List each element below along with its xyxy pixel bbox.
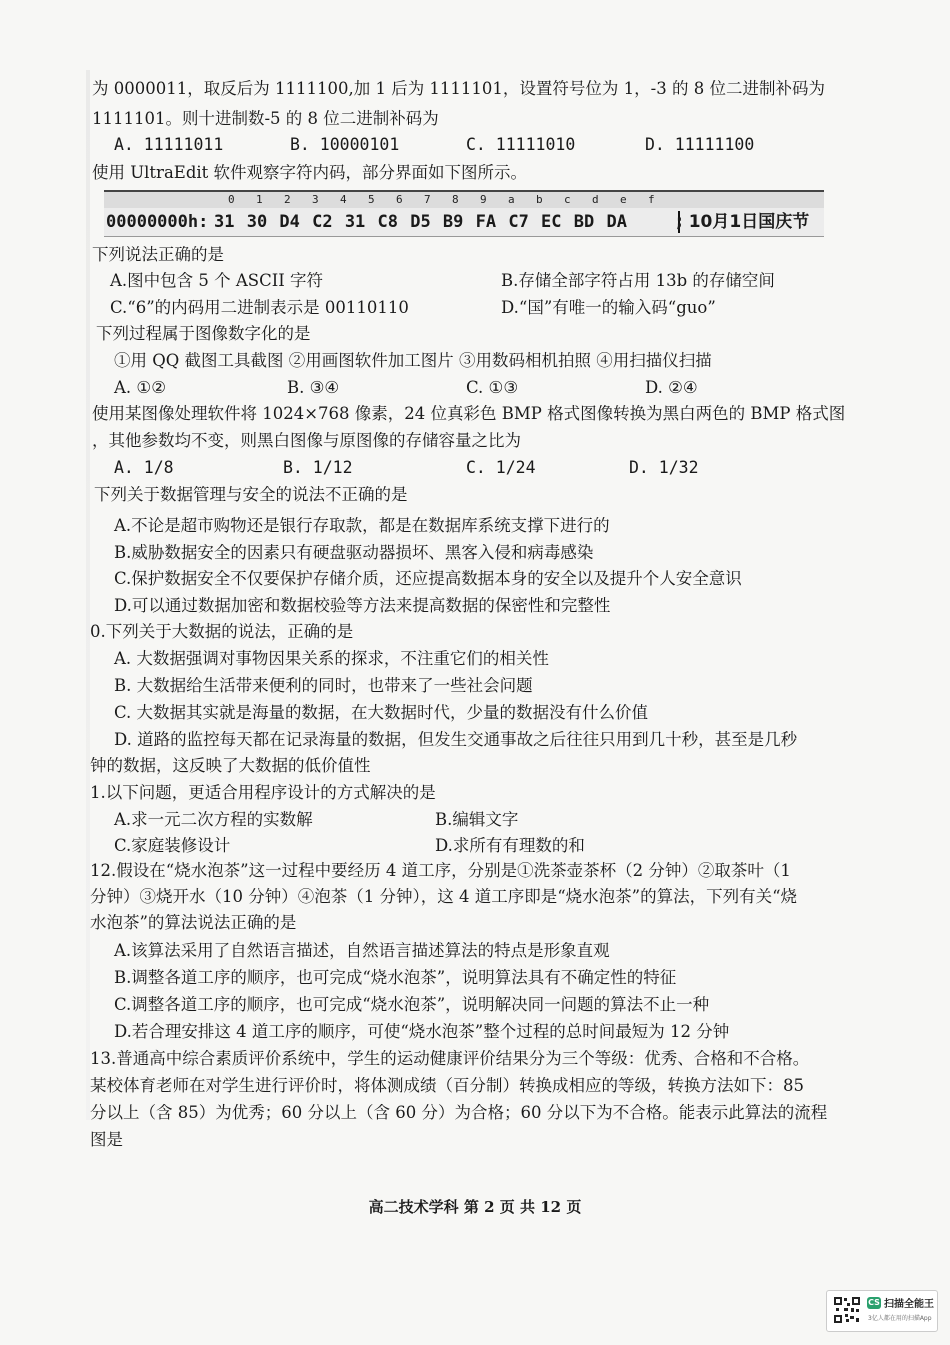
q8-option-c: C. 1/24 — [466, 458, 536, 477]
hex-ruler-label: a — [508, 193, 515, 206]
q11-stem: 1.以下问题，更适合用程序设计的方式解决的是 — [90, 783, 436, 802]
q6-ask: 下列说法正确的是 — [92, 245, 224, 264]
q7-option-a: A. ①② — [114, 378, 166, 397]
q5-stem-line1: 为 0000011，取反后为 1111100,加 1 后为 1111101，设置符号位为 1，-3 的 8 位二进制补码为 — [92, 79, 825, 98]
hex-data-row — [104, 208, 824, 237]
q8-option-d: D. 1/32 — [629, 458, 699, 477]
hex-address: 00000000h: — [106, 212, 209, 232]
hex-ruler-label: 2 — [284, 193, 291, 206]
q6-option-a: A.图中包含 5 个 ASCII 字符 — [110, 271, 324, 290]
hex-ruler-label: 5 — [368, 193, 375, 206]
q9-option-a: A.不论是超市购物还是银行存取款，都是在数据库系统支撑下进行的 — [114, 516, 610, 535]
q12-stem-line2: 分钟）③烧开水（10 分钟）④泡茶（1 分钟），这 4 道工序即是“烧水泡茶”的算法，下列有关“烧 — [90, 887, 798, 906]
hex-text-column: ; 10月1日国庆节 — [676, 212, 810, 232]
q11-option-d: D.求所有有理数的和 — [435, 836, 585, 855]
scanner-watermark-badge — [826, 1290, 938, 1332]
q13-stem-line3: 分以上（含 85）为优秀；60 分以上（含 60 分）为合格；60 分以下为不合格。能表示此算法的流程 — [90, 1103, 828, 1122]
q13-stem-line1: 13.普通高中综合素质评价系统中，学生的运动健康评价结果分为三个等级：优秀、合格和不合格。 — [90, 1049, 810, 1068]
q7-items: ①用 QQ 截图工具截图 ②用画图软件加工图片 ③用数码相机拍照 ④用扫描仪扫描 — [114, 351, 712, 370]
q9-option-d: D.可以通过数据加密和数据校验等方法来提高数据的保密性和完整性 — [114, 596, 611, 615]
q9-option-b: B.威胁数据安全的因素只有硬盘驱动器损坏、黑客入侵和病毒感染 — [114, 543, 594, 562]
camscanner-logo-icon: CS — [868, 1298, 880, 1307]
q10-option-d-line2: 钟的数据，这反映了大数据的低价值性 — [90, 756, 371, 775]
q10-option-d-line1: D. 道路的监控每天都在记录海量的数据，但发生交通事故之后往往只用到几十秒，甚至是几秒 — [114, 730, 798, 749]
hex-ruler-label: 1 — [256, 193, 263, 206]
q10-stem: 0.下列关于大数据的说法，正确的是 — [90, 622, 354, 641]
q7-stem: 下列过程属于图像数字化的是 — [96, 324, 311, 343]
hex-ruler-label: d — [592, 193, 599, 206]
hex-ruler-label: 0 — [228, 193, 235, 206]
q12-option-a: A.该算法采用了自然语言描述，自然语言描述算法的特点是形象直观 — [114, 941, 610, 960]
q5-option-b: B. 10000101 — [290, 135, 400, 154]
q10-option-a: A. 大数据强调对事物因果关系的探求，不注重它们的相关性 — [114, 649, 549, 668]
hex-ruler-label: 4 — [340, 193, 347, 206]
q11-option-a: A.求一元二次方程的实数解 — [114, 810, 313, 829]
hex-column-ruler — [104, 190, 824, 209]
q12-option-b: B.调整各道工序的顺序，也可完成“烧水泡茶”，说明算法具有不确定性的特征 — [114, 968, 677, 987]
badge-subtitle: 3亿人都在用的扫描App — [868, 1315, 932, 1322]
q6-option-d: D.“国”有唯一的输入码“guo” — [501, 298, 716, 317]
hex-ruler-label: 3 — [312, 193, 319, 206]
q10-option-c: C. 大数据其实就是海量的数据，在大数据时代，少量的数据没有什么价值 — [114, 703, 649, 722]
hex-ruler-label: 6 — [396, 193, 403, 206]
q5-stem-line2: 1111101。则十进制数-5 的 8 位二进制补码为 — [92, 109, 439, 128]
hex-ruler-label: 9 — [480, 193, 487, 206]
q13-stem-line2: 某校体育老师在对学生进行评价时，将体测成绩（百分制）转换成相应的等级，转换方法如下：85 — [90, 1076, 804, 1095]
qr-code-icon — [833, 1296, 861, 1324]
q8-option-a: A. 1/8 — [114, 458, 174, 477]
hex-bytes: 31 30 D4 C2 31 C8 D5 B9 FA C7 EC BD DA — [214, 212, 627, 232]
q8-stem-line1: 使用某图像处理软件将 1024×768 像素，24 位真彩色 BMP 格式图像转换为黑白两色的 BMP 格式图 — [92, 404, 846, 423]
q7-option-c: C. ①③ — [466, 378, 519, 397]
hex-ruler-label: f — [648, 193, 655, 206]
q5-option-d: D. 11111100 — [645, 135, 755, 154]
page-footer: 高二技术学科 第 2 页 共 12 页 — [368, 1198, 582, 1216]
q6-option-c: C.“6”的内码用二进制表示是 00110110 — [110, 298, 409, 317]
q11-option-b: B.编辑文字 — [435, 810, 519, 829]
q7-option-b: B. ③④ — [287, 378, 340, 397]
q7-option-d: D. ②④ — [645, 378, 698, 397]
q12-stem-line3: 水泡茶”的算法说法正确的是 — [90, 913, 297, 932]
q8-stem-line2: ，其他参数均不变，则黑白图像与原图像的存储容量之比为 — [92, 431, 521, 450]
q10-option-b: B. 大数据给生活带来便利的同时，也带来了一些社会问题 — [114, 676, 533, 695]
q9-option-c: C.保护数据安全不仅要保护存储介质，还应提高数据本身的安全以及提升个人安全意识 — [114, 569, 742, 588]
hex-ruler-label: c — [564, 193, 571, 206]
q6-option-b: B.存储全部字符占用 13b 的存储空间 — [501, 271, 775, 290]
q6-stem: 使用 UltraEdit 软件观察字符内码，部分界面如下图所示。 — [92, 163, 528, 182]
hex-ruler-label: 8 — [452, 193, 459, 206]
hex-ruler-label: e — [620, 193, 627, 206]
q12-option-c: C.调整各道工序的顺序，也可完成“烧水泡茶”，说明解决同一问题的算法不止一种 — [114, 995, 710, 1014]
q8-option-b: B. 1/12 — [283, 458, 353, 477]
hex-ruler-label: 7 — [424, 193, 431, 206]
q12-stem-line1: 12.假设在“烧水泡茶”这一过程中要经历 4 道工序，分别是①洗茶壶茶杯（2 分钟）②取茶叶（1 — [90, 861, 791, 880]
q9-stem: 下列关于数据管理与安全的说法不正确的是 — [94, 485, 408, 504]
scan-shadow — [86, 70, 90, 1120]
q5-option-a: A. 11111011 — [114, 135, 224, 154]
badge-title: 扫描全能王 — [884, 1299, 934, 1310]
q11-option-c: C.家庭装修设计 — [114, 836, 231, 855]
q13-stem-line4: 图是 — [90, 1130, 123, 1149]
hex-ruler-label: b — [536, 193, 543, 206]
q12-option-d: D.若合理安排这 4 道工序的顺序，可使“烧水泡茶”整个过程的总时间最短为 12 分钟 — [114, 1022, 730, 1041]
q5-option-c: C. 11111010 — [466, 135, 576, 154]
